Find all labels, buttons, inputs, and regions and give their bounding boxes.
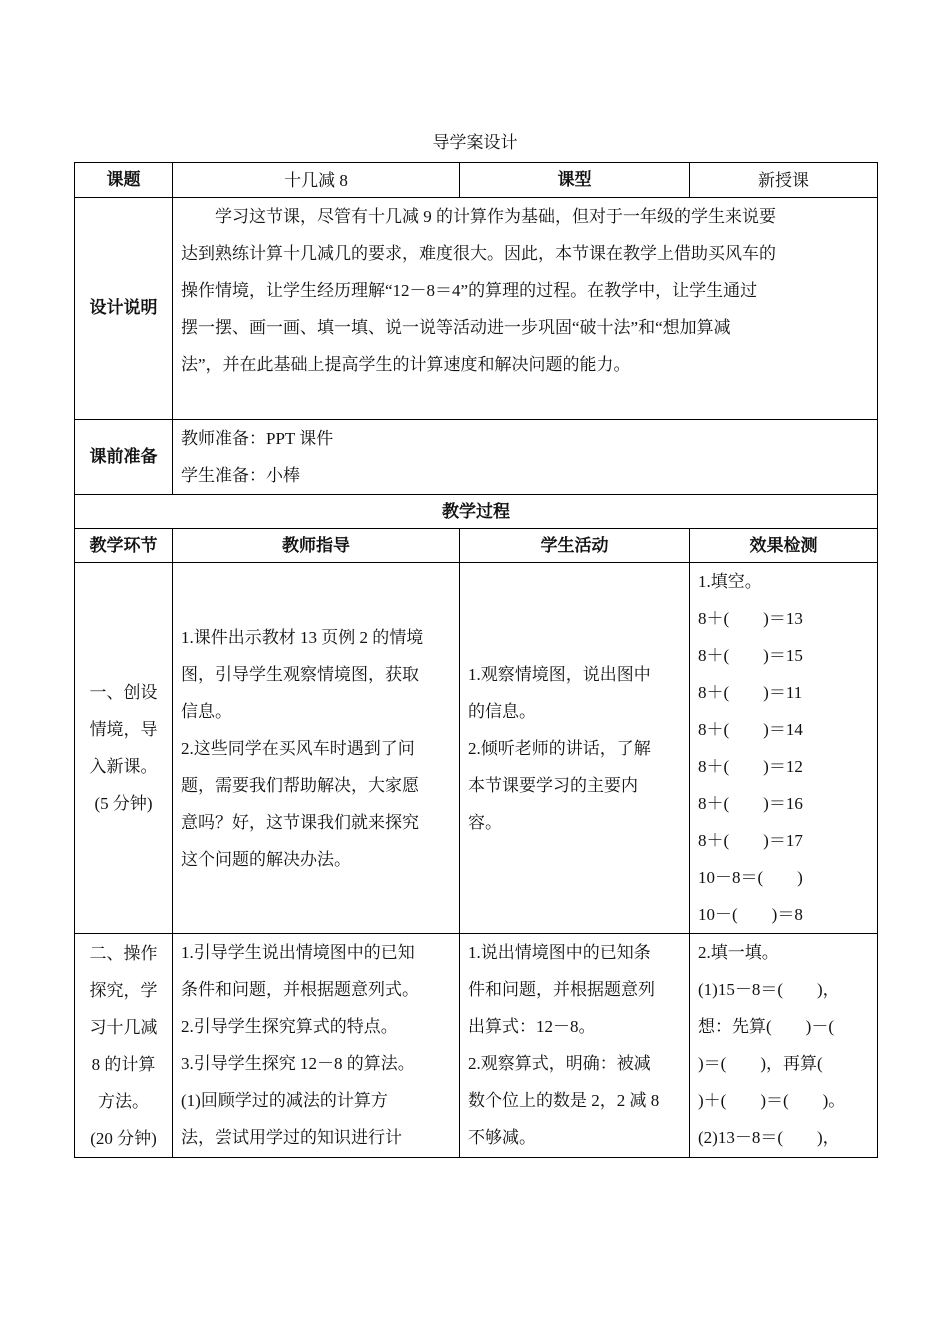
- stage-1-teacher: [173, 563, 460, 934]
- check-line: )＋( )＝( )。: [698, 1091, 846, 1110]
- stage-name-line: 情境，导: [89, 720, 158, 739]
- teacher-prep: 教师准备：PPT 课件: [181, 429, 334, 448]
- type-value: 新授课: [690, 163, 878, 198]
- check-line: (2)13－8＝( )，: [698, 1128, 840, 1147]
- student-line: 不够减。: [468, 1128, 536, 1147]
- topic-value: 十几减 8: [173, 163, 460, 198]
- teacher-line: 条件和问题，并根据题意列式。: [181, 980, 419, 999]
- teacher-line: 1.引导学生说出情境图中的已知: [181, 943, 415, 962]
- stage-name-line: 探究，学: [89, 980, 158, 1000]
- stage-name-line: 8 的计算: [91, 1054, 156, 1074]
- design-line: 法”，并在此基础上提高学生的计算速度和解决问题的能力。: [181, 355, 631, 374]
- column-header-teacher: 教师指导: [173, 529, 460, 563]
- check-line: 8＋( )＝13: [698, 609, 803, 628]
- header-row: [75, 163, 878, 198]
- check-line: )＝( )，再算(: [698, 1054, 823, 1073]
- type-label: 课型: [460, 163, 690, 198]
- teacher-line: 信息。: [181, 701, 232, 721]
- lesson-plan-table: [74, 162, 878, 1158]
- stage-name-line: 习十几减: [89, 1017, 158, 1037]
- column-header-stage: 教学环节: [75, 529, 173, 563]
- design-line: 达到熟练计算十几减几的要求，难度很大。因此，本节课在教学上借助买风车的: [181, 244, 776, 263]
- teacher-line: 题，需要我们帮助解决，大家愿: [181, 775, 419, 795]
- check-line: 10－( )＝8: [698, 905, 803, 924]
- column-header-student: 学生活动: [460, 529, 690, 563]
- check-line: 8＋( )＝17: [698, 831, 803, 850]
- teacher-line: 法，尝试用学过的知识进行计: [181, 1128, 402, 1147]
- teacher-line: 3.引导学生探究 12－8 的算法。: [181, 1054, 415, 1073]
- check-line: 1.填空。: [698, 572, 762, 591]
- teacher-line: (1)回顾学过的减法的计算方: [181, 1091, 388, 1110]
- design-label: 设计说明: [75, 198, 173, 420]
- design-line: 学习这节课，尽管有十几减 9 的计算作为基础，但对于一年级的学生来说要: [215, 207, 776, 226]
- teacher-line: 图，引导学生观察情境图，获取: [181, 664, 419, 684]
- student-line: 件和问题，并根据题意列: [468, 980, 655, 999]
- document-title: 导学案设计: [432, 133, 518, 153]
- column-header-row: [75, 529, 878, 563]
- check-line: 8＋( )＝11: [698, 683, 803, 702]
- teacher-line: 2.这些同学在买风车时遇到了问: [181, 738, 415, 758]
- stage-name-line: 一、创设: [89, 683, 158, 702]
- stage-2-row: [75, 934, 878, 1158]
- column-header-check: 效果检测: [690, 529, 878, 563]
- check-line: (1)15－8＝( )，: [698, 980, 840, 999]
- student-line: 出算式：12－8。: [468, 1017, 596, 1036]
- check-line: 想：先算( )－(: [698, 1017, 834, 1036]
- process-title-row: [75, 495, 878, 529]
- topic-label: 课题: [75, 163, 173, 198]
- student-line: 1.说出情境图中的已知条: [468, 943, 651, 962]
- check-line: 8＋( )＝12: [698, 757, 803, 776]
- prep-row: [75, 420, 878, 495]
- student-prep: 学生准备：小棒: [181, 466, 300, 485]
- student-line: 2.倾听老师的讲话，了解: [468, 738, 651, 758]
- stage-name-line: 二、操作: [89, 943, 158, 963]
- check-line: 8＋( )＝15: [698, 646, 803, 665]
- stage-2-check: [690, 934, 878, 1158]
- check-line: 2.填一填。: [698, 943, 779, 962]
- process-title: 教学过程: [75, 495, 878, 529]
- student-line: 容。: [468, 812, 502, 832]
- stage-1-name: [75, 563, 173, 934]
- stage-name-line: (5 分钟): [94, 794, 153, 813]
- stage-2-name: [75, 934, 173, 1158]
- design-line: 摆一摆、画一画、填一填、说一说等活动进一步巩固“破十法”和“想加算减: [181, 318, 731, 337]
- prep-content: [173, 420, 878, 495]
- design-line: 操作情境，让学生经历理解“12－8＝4”的算理的过程。在教学中，让学生通过: [181, 281, 758, 300]
- stage-1-check: [690, 563, 878, 934]
- teacher-line: 意吗？好，这节课我们就来探究: [181, 812, 419, 832]
- student-line: 数个位上的数是 2，2 减 8: [468, 1091, 660, 1110]
- check-line: 8＋( )＝16: [698, 794, 803, 813]
- stage-1-student: [460, 563, 690, 934]
- stage-name-line: (20 分钟): [90, 1128, 157, 1148]
- teacher-line: 1.课件出示教材 13 页例 2 的情境: [181, 627, 424, 647]
- teacher-line: 2.引导学生探究算式的特点。: [181, 1017, 398, 1036]
- stage-2-teacher: [173, 934, 460, 1158]
- design-description: [173, 198, 878, 420]
- student-line: 2.观察算式，明确：被减: [468, 1054, 651, 1073]
- check-line: 10－8＝( ): [698, 868, 803, 887]
- check-line: 8＋( )＝14: [698, 720, 803, 739]
- student-line: 本节课要学习的主要内: [468, 775, 638, 795]
- stage-name-line: 入新课。: [89, 757, 158, 776]
- stage-name-line: 方法。: [98, 1091, 149, 1111]
- teacher-line: 这个问题的解决办法。: [181, 849, 351, 869]
- student-line: 1.观察情境图，说出图中: [468, 664, 651, 684]
- prep-label: 课前准备: [75, 420, 173, 495]
- design-row: [75, 198, 878, 420]
- stage-2-student: [460, 934, 690, 1158]
- stage-1-row: [75, 563, 878, 934]
- student-line: 的信息。: [468, 701, 536, 721]
